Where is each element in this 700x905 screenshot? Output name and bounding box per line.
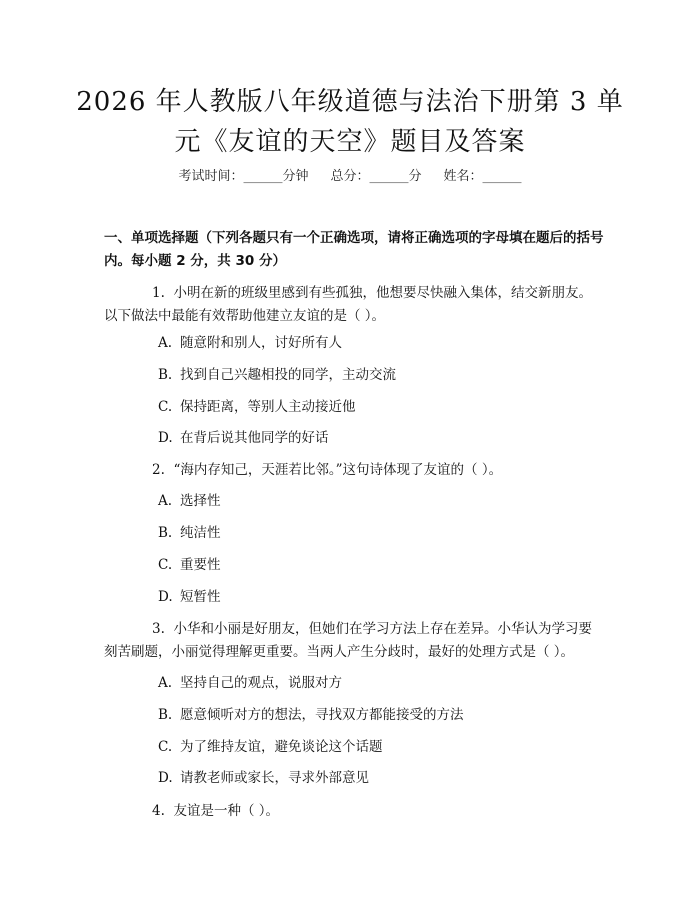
- question-1-option-b: [158, 365, 598, 385]
- option-letter: A.: [158, 493, 173, 509]
- option-letter: B.: [158, 707, 173, 723]
- question-number: 4.: [152, 803, 165, 819]
- question-text: 小华和小丽是好朋友，但她们在学习方法上存在差异。小华认为学习要刻苦刷题，小丽觉得理解更重要。当两人产生分歧时，最好的处理方式是（ ）。: [104, 621, 592, 660]
- question-2-stem: [104, 459, 604, 482]
- option-letter: D.: [158, 770, 173, 786]
- question-3-option-b: [158, 705, 598, 725]
- question-3-stem: [104, 618, 604, 664]
- option-text: 短暂性: [180, 589, 221, 605]
- option-letter: B.: [158, 367, 173, 383]
- question-1-option-d: [158, 428, 598, 448]
- question-text: 小明在新的班级里感到有些孤独，他想要尽快融入集体，结交新朋友。以下做法中最能有效帮助他建立友谊的是（ ）。: [104, 285, 592, 324]
- question-text: 友谊是一种（ ）。: [173, 803, 280, 819]
- option-text: 请教老师或家长，寻求外部意见: [180, 770, 369, 786]
- option-text: 保持距离，等别人主动接近他: [180, 399, 356, 415]
- option-letter: A.: [158, 335, 173, 351]
- option-text: 为了维持友谊，避免谈论这个话题: [180, 739, 383, 755]
- total-score-field: 总分：______分: [330, 169, 422, 184]
- option-text: 坚持自己的观点，说服对方: [180, 675, 342, 691]
- option-text: 重要性: [180, 557, 221, 573]
- title-line-2: 元《友谊的天空》题目及答案: [174, 127, 526, 157]
- option-letter: A.: [158, 675, 173, 691]
- option-text: 纯洁性: [180, 525, 221, 541]
- question-number: 2.: [152, 462, 165, 478]
- exam-meta-row: [0, 168, 700, 186]
- question-2-option-b: [158, 523, 598, 543]
- question-1-option-c: [158, 397, 598, 417]
- question-1-stem: [104, 282, 604, 328]
- option-text: 愿意倾听对方的想法，寻找双方都能接受的方法: [180, 707, 464, 723]
- question-number: 1.: [152, 285, 165, 301]
- question-2-option-a: [158, 491, 598, 511]
- option-letter: D.: [158, 430, 173, 446]
- option-text: 找到自己兴趣相投的同学，主动交流: [180, 367, 396, 383]
- name-field: 姓名：______: [443, 169, 522, 184]
- option-letter: B.: [158, 525, 173, 541]
- question-number: 3.: [152, 621, 165, 637]
- question-3-option-c: [158, 737, 598, 757]
- question-3-option-a: [158, 673, 598, 693]
- option-text: 选择性: [180, 493, 221, 509]
- question-2-option-d: [158, 587, 598, 607]
- option-text: 随意附和别人，讨好所有人: [180, 335, 342, 351]
- question-4-stem: [104, 800, 604, 823]
- question-2-option-c: [158, 555, 598, 575]
- document-title: [70, 82, 630, 162]
- question-1-option-a: [158, 333, 598, 353]
- option-text: 在背后说其他同学的好话: [180, 430, 329, 446]
- section-heading: 一、单项选择题（下列各题只有一个正确选项，请将正确选项的字母填在题后的括号内。每小题 2 分，共 30 分）: [104, 230, 604, 269]
- option-letter: C.: [158, 399, 173, 415]
- title-line-1: 2026 年人教版八年级道德与法治下册第 3 单: [76, 87, 624, 117]
- question-text: “海内存知己，天涯若比邻。”这句诗体现了友谊的（ ）。: [173, 462, 503, 478]
- question-3-option-d: [158, 768, 598, 788]
- exam-time-field: 考试时间：______分钟: [178, 169, 309, 184]
- option-letter: C.: [158, 739, 173, 755]
- option-letter: D.: [158, 589, 173, 605]
- option-letter: C.: [158, 557, 173, 573]
